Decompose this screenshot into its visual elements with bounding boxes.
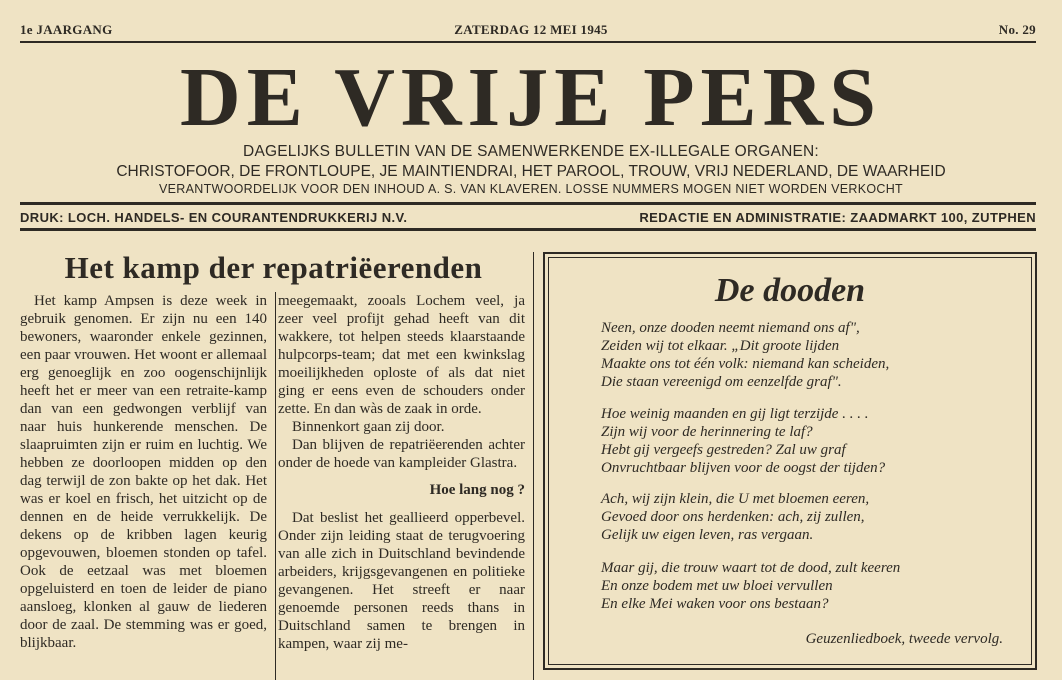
printer-line: DRUK: LOCH. HANDELS- EN COURANTENDRUKKERIJ N.V. (20, 210, 408, 225)
article-paragraph: meegemaakt, zooals Lochem veel, ja zeer veel profijt gehad heeft van dit wakkere, tot helpen steeds klaarstaande hulpcorps-team; dat met een kwinkslag moeilijkheden oploste of als dat niet ging er eens even de schouders onder zette. En dan wàs de zaak in orde. (278, 293, 525, 417)
poem-line: Zijn wij voor de herinnering te laf? (601, 424, 813, 440)
poem-box (543, 252, 1037, 670)
poem-line: Onvruchtbaar blijven voor de oogst der tijden? (601, 460, 886, 476)
poem-line: Gevoed door ons herdenken: ach, zij zullen, (601, 509, 865, 525)
poem-line: En elke Mei waken voor ons bestaan? (601, 596, 829, 612)
poem-credit: Geuzenliedboek, tweede vervolg. (805, 631, 1003, 647)
article-paragraph: Dan blijven de repatriëerenden achter onder de hoede van kampleider Glastra. (278, 437, 525, 471)
column-divider (275, 292, 276, 680)
poem-stanza (601, 559, 900, 613)
article-paragraph: Het kamp Ampsen is deze week in gebruik genomen. Er zijn nu een 140 bewoners, waaronder enkele gezinnen, een paar vrouwen. Het woont er allemaal erg genoeglijk en zoo oogenschijnlijk heeft het er meer van een retraite-kamp dan van een gedwongen verblijf van naar huis hunkerende menschen. De slaapruimten zijn er ruim en luchtig. We hebben ze doorloopen midden op den dag terwijl de zon bakte op het dak. Het was er koel en frisch, het uitzicht op de dennen en de heide verrukkelijk. De dekens op de kribben lagen keurig opgevouwen, bloemen stonden op tafel. Ook de eetzaal was met bloemen opgeluisterd en toen de leider de piano aansloeg, klonken al gauw de liederen door de zaal. De stemming was er goed, blijkbaar. (20, 293, 267, 651)
poem-title: De dooden (714, 272, 866, 309)
article-headline: Het kamp der repatriëerenden (64, 250, 483, 285)
masthead-rule-bottom (20, 228, 1036, 231)
poem-line: Neen, onze dooden neemt niemand ons af", (601, 320, 860, 336)
poem-line: Maakte ons tot één volk: niemand kan scheiden, (601, 356, 890, 372)
volume-label: 1e JAARGANG (20, 22, 113, 37)
poem-line: Maar gij, die trouw waart tot de dood, zult keeren (601, 560, 901, 576)
poem-stanza (601, 490, 869, 544)
poem-line: Zeiden wij tot elkaar. „Dit groote lijden (601, 338, 840, 354)
poem-line: Hebt gij vergeefs gestreden? Zal uw graf (601, 442, 846, 458)
poem-stanza (601, 405, 885, 477)
poem-line: Die staan vereenigd om eenzelfde graf". (601, 374, 842, 390)
editorial-address: REDACTIE EN ADMINISTRATIE: ZAADMARKT 100, ZUTPHEN (639, 210, 1036, 225)
newspaper-title: DE VRIJE PERS (180, 51, 882, 144)
article-subheading: Hoe lang nog ? (429, 482, 525, 498)
poem-stanza (601, 319, 889, 391)
poem-box-inner-border (548, 257, 1032, 665)
subtitle-bulletin: DAGELIJKS BULLETIN VAN DE SAMENWERKENDE EX-ILLEGALE ORGANEN: (243, 143, 819, 160)
issue-date: ZATERDAG 12 MEI 1945 (454, 22, 608, 37)
poem-line: Gelijk uw eigen leven, ras vergaan. (601, 527, 814, 543)
subtitle-responsible: VERANTWOORDELIJK VOOR DEN INHOUD A. S. VAN KLAVEREN. LOSSE NUMMERS MOGEN NIET WORDEN VERKOCHT (159, 182, 903, 196)
masthead-rule-top (20, 202, 1036, 205)
top-rule (20, 41, 1036, 43)
issue-number: No. 29 (998, 22, 1036, 37)
column-divider (533, 252, 534, 680)
subtitle-organs: CHRISTOFOOR, DE FRONTLOUPE, JE MAINTIENDRAI, HET PAROOL, TROUW, VRIJ NEDERLAND, DE WAARHEID (116, 163, 946, 180)
poem-line: Ach, wij zijn klein, die U met bloemen eeren, (601, 491, 870, 507)
poem-line: En onze bodem met uw bloei vervullen (601, 578, 833, 594)
poem-line: Hoe weinig maanden en gij ligt terzijde . . . . (601, 406, 869, 422)
article-column-1 (20, 292, 267, 680)
article-column-2 (278, 292, 525, 680)
article-paragraph: Binnenkort gaan zij door. (292, 419, 445, 435)
article-paragraph: Dat beslist het geallieerd opperbevel. Onder zijn leiding staat de terugvoering van alle zich in Duitschland bevindende arbeiders, krijgsgevangenen en politieke gevangenen. Het streeft er naar genoemde personen reeds thans in Duitschland samen te brengen in kampen, waar zij me- (278, 510, 525, 652)
